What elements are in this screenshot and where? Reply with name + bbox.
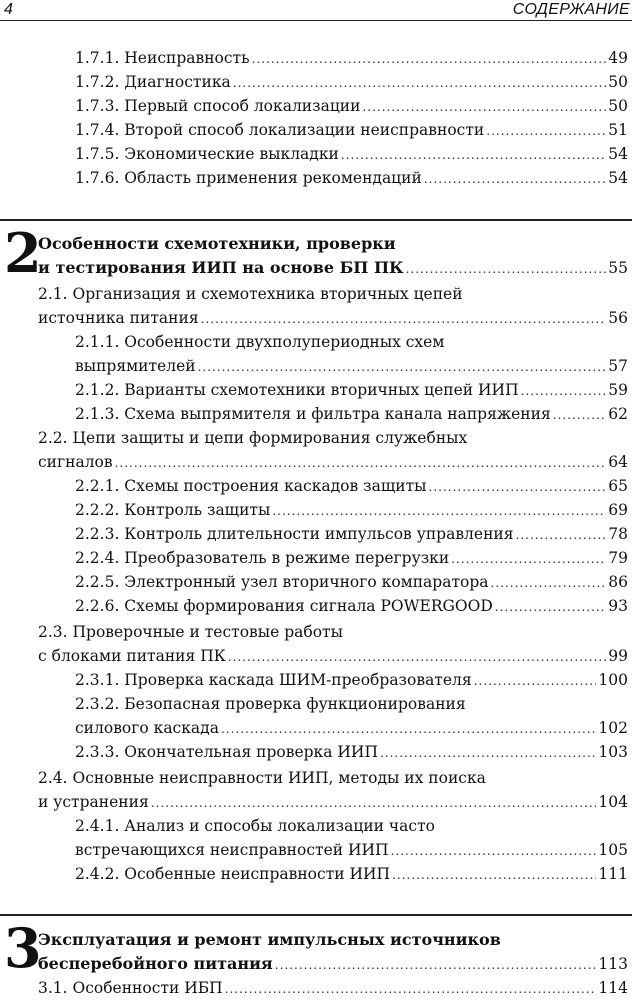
toc-entry[interactable]: 2.3.1. Проверка каскада ШИМ-преобразователя ..... 100 (75, 668, 628, 692)
leader-dots (424, 167, 606, 191)
leader-dots (495, 595, 607, 619)
toc-entry[interactable]: 1.7.6. Область применения рекомендаций ..... 54 (75, 166, 628, 190)
toc-entry[interactable]: 1.7.4. Второй способ локализации неисправности ..... 51 (75, 118, 628, 142)
page-header (0, 0, 632, 22)
chapter-rule (0, 219, 632, 221)
leader-dots (474, 669, 597, 693)
toc-entry[interactable]: бесперебойного питания ..... 113 (38, 952, 628, 976)
leader-dots (198, 355, 607, 379)
toc-entry-line: 2.4.1. Анализ и способы локализации часто (75, 817, 435, 835)
leader-dots (380, 741, 596, 765)
leader-dots (451, 547, 606, 571)
toc-entry[interactable]: 2.1.3. Схема выпрямителя и фильтра канала напряжения ..... 62 (75, 402, 628, 426)
leader-dots (341, 143, 606, 167)
leader-dots (553, 403, 607, 427)
leader-dots (362, 95, 606, 119)
leader-dots (406, 257, 607, 281)
toc-entry[interactable]: 1.7.2. Диагностика ..... 50 (75, 70, 628, 94)
leader-dots (233, 71, 607, 95)
toc-entry[interactable]: 1.7.1. Неисправность ..... 49 (75, 46, 628, 70)
leader-dots (151, 791, 597, 815)
toc-entry[interactable]: 2.2.2. Контроль защиты ..... 69 (75, 498, 628, 522)
leader-dots (115, 451, 607, 475)
leader-dots (228, 645, 607, 669)
chapter-number: 2 (4, 221, 42, 285)
toc-entry[interactable]: с блоками питания ПК ..... 99 (38, 644, 628, 668)
toc-entry[interactable]: 2.1.2. Варианты схемотехники вторичных цепей ИИП ..... 59 (75, 378, 628, 402)
toc-entry-line: 2.4. Основные неисправности ИИП, методы их поиска (38, 769, 486, 787)
toc-entry-line: 2.3.2. Безопасная проверка функционирования (75, 695, 466, 713)
toc-entry-line: 2.1. Организация и схемотехника вторичных цепей (38, 285, 463, 303)
toc-entry[interactable]: и тестирования ИИП на основе БП ПК ..... 55 (38, 256, 628, 280)
toc-entry[interactable]: 2.2.5. Электронный узел вторичного компаратора ..... 86 (75, 570, 628, 594)
toc-entry[interactable]: 3.1. Особенности ИБП ..... 114 (38, 976, 628, 1000)
running-title: СОДЕРЖАНИЕ (512, 1, 630, 18)
leader-dots (221, 717, 596, 741)
leader-dots (521, 379, 607, 403)
toc-entry[interactable]: выпрямителей ..... 57 (75, 354, 628, 378)
toc-entry[interactable]: встречающихся неисправностей ИИП ..... 105 (75, 838, 628, 862)
toc-entry[interactable]: 2.2.3. Контроль длительности импульсов управления ..... 78 (75, 522, 628, 546)
leader-dots (225, 977, 597, 1001)
leader-dots (491, 571, 607, 595)
toc-entry-line: 2.2. Цепи защиты и цепи формирования служебных (38, 429, 468, 447)
toc-entry[interactable]: силового каскада ..... 102 (75, 716, 628, 740)
toc-entry-line: 2.1.1. Особенности двухполупериодных схем (75, 333, 445, 351)
leader-dots (275, 953, 597, 977)
leader-dots (516, 523, 607, 547)
toc-entry[interactable]: и устранения ..... 104 (38, 790, 628, 814)
leader-dots (272, 499, 606, 523)
toc-entry[interactable]: 1.7.5. Экономические выкладки ..... 54 (75, 142, 628, 166)
toc-entry[interactable]: 2.4.2. Особенные неисправности ИИП ..... 111 (75, 862, 628, 886)
leader-dots (392, 863, 596, 887)
toc-entry[interactable]: 1.7.3. Первый способ локализации ..... 50 (75, 94, 628, 118)
leader-dots (429, 475, 607, 499)
header-rule (0, 20, 632, 21)
leader-dots (252, 47, 607, 71)
chapter-title: Эксплуатация и ремонт импульсных источников (38, 930, 501, 949)
leader-dots (201, 307, 607, 331)
toc-entry-line: 2.3. Проверочные и тестовые работы (38, 623, 343, 641)
leader-dots (391, 839, 597, 863)
toc-entry[interactable]: 2.2.1. Схемы построения каскадов защиты ..... 65 (75, 474, 628, 498)
toc-entry[interactable]: 2.3.3. Окончательная проверка ИИП ..... 103 (75, 740, 628, 764)
chapter-number: 3 (4, 916, 42, 980)
chapter-title: Особенности схемотехники, проверки (38, 234, 396, 253)
toc-entry[interactable]: источника питания ..... 56 (38, 306, 628, 330)
toc-entry[interactable]: 2.2.6. Схемы формирования сигнала POWERGOOD ..... 93 (75, 594, 628, 618)
toc-entry[interactable]: сигналов ..... 64 (38, 450, 628, 474)
page-number: 4 (4, 1, 13, 18)
toc-entry[interactable]: 2.2.4. Преобразователь в режиме перегрузки ..... 79 (75, 546, 628, 570)
chapter-rule (0, 914, 632, 916)
leader-dots (486, 119, 606, 143)
